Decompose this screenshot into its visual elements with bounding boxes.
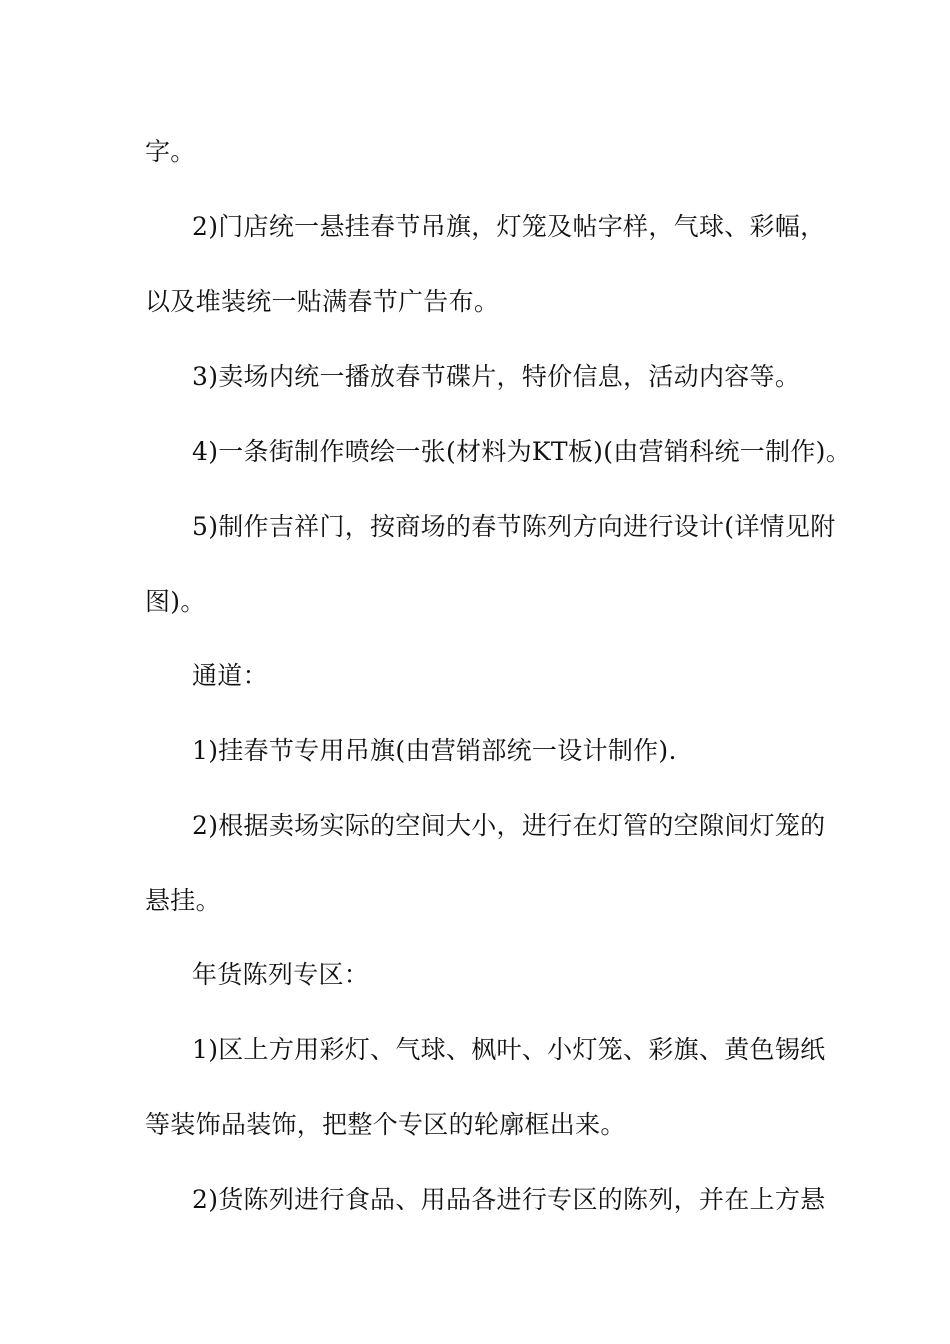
paragraph-line: 等装饰品装饰，把整个专区的轮廓框出来。: [145, 1110, 626, 1139]
paragraph-line: 3)卖场内统一播放春节碟片，特价信息，活动内容等。: [192, 362, 801, 391]
paragraph-line: 1)区上方用彩灯、气球、枫叶、小灯笼、彩旗、黄色锡纸: [192, 1035, 826, 1064]
paragraph-line: 5)制作吉祥门，按商场的春节陈列方向进行设计(详情见附: [192, 512, 836, 541]
paragraph-line: 2)货陈列进行食品、用品各进行专区的陈列，并在上方悬: [192, 1185, 826, 1214]
paragraph-line: 1)挂春节专用吊旗(由营销部统一设计制作).: [192, 736, 677, 765]
section-heading: 通道：: [192, 661, 268, 690]
paragraph-line: 图)。: [145, 587, 206, 616]
paragraph-line: 以及堆装统一贴满春节广告布。: [145, 287, 500, 316]
paragraph-line: 4)一条街制作喷绘一张(材料为KT板)(由营销科统一制作)。: [192, 437, 852, 466]
paragraph-line: 2)根据卖场实际的空间大小，进行在灯管的空隙间灯笼的: [192, 811, 826, 840]
paragraph-line: 2)门店统一悬挂春节吊旗，灯笼及帖字样，气球、彩幅，: [192, 212, 826, 241]
paragraph-line: 字。: [145, 137, 196, 166]
section-heading: 年货陈列专区：: [192, 960, 370, 989]
paragraph-line: 悬挂。: [145, 886, 221, 915]
